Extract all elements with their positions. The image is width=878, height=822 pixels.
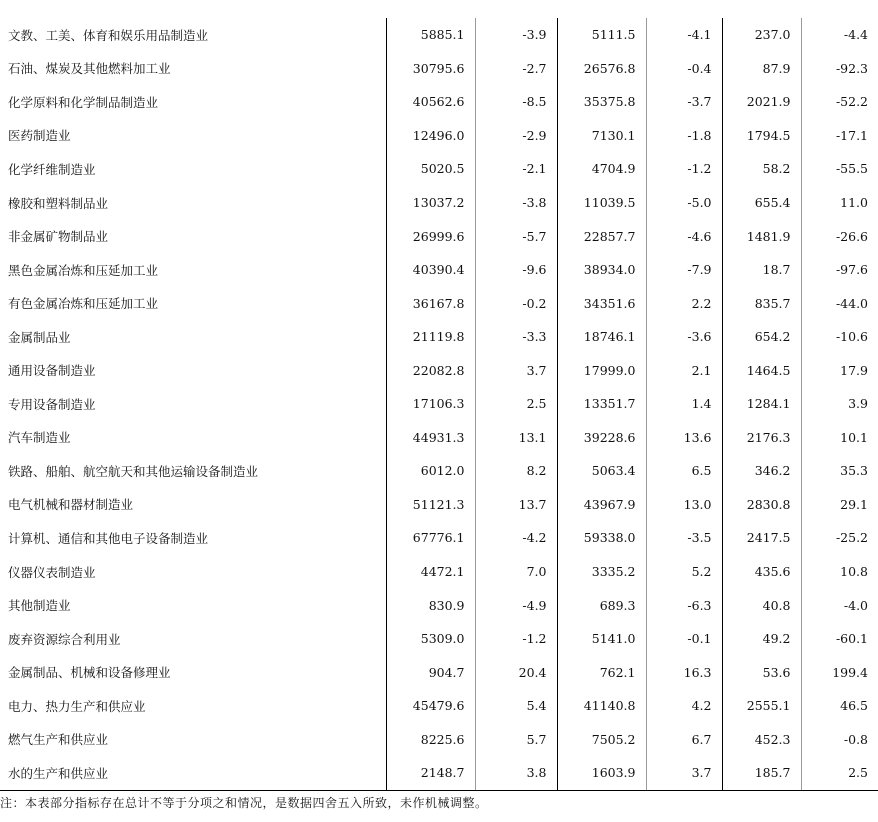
value-cell: 237.0 [722, 18, 801, 52]
value-cell: 35375.8 [557, 85, 646, 119]
table-row [0, 152, 878, 186]
industry-name-cell: 金属制品、机械和设备修理业 [8, 665, 171, 681]
industry-name-cell: 专用设备制造业 [8, 396, 96, 412]
value-cell: 44931.3 [386, 421, 475, 455]
value-cell: 17106.3 [386, 387, 475, 421]
value-cell: -3.3 [475, 320, 557, 354]
industry-name-cell: 化学原料和化学制品制造业 [8, 94, 159, 110]
value-cell: 1481.9 [722, 219, 801, 253]
value-cell: 11039.5 [557, 186, 646, 220]
value-cell: -26.6 [801, 219, 878, 253]
table-row [0, 421, 878, 455]
value-cell: 45479.6 [386, 689, 475, 723]
value-cell: 10.1 [801, 421, 878, 455]
value-cell: 18.7 [722, 253, 801, 287]
value-cell: -3.8 [475, 186, 557, 220]
industry-name-cell: 水的生产和供应业 [0, 756, 386, 790]
value-cell: 87.9 [722, 52, 801, 86]
value-cell: -4.4 [801, 18, 878, 52]
value-cell: -44.0 [801, 286, 878, 320]
industry-name-cell: 通用设备制造业 [8, 363, 96, 379]
value-cell: 7505.2 [557, 722, 646, 756]
table-row [0, 219, 878, 253]
value-cell: 5020.5 [386, 152, 475, 186]
value-cell: 835.7 [722, 286, 801, 320]
industry-name-cell: 仪器仪表制造业 [8, 564, 96, 580]
value-cell: 39228.6 [557, 421, 646, 455]
table-row [0, 320, 878, 354]
value-cell: -3.9 [475, 18, 557, 52]
table-row [0, 722, 878, 756]
table-row [0, 588, 878, 622]
value-cell: 26999.6 [386, 219, 475, 253]
table-row [0, 756, 878, 790]
value-cell: 435.6 [722, 555, 801, 589]
value-cell: 2.1 [646, 353, 722, 387]
value-cell: 199.4 [801, 655, 878, 689]
value-cell: -55.5 [801, 152, 878, 186]
value-cell: 13.1 [475, 421, 557, 455]
value-cell: -0.1 [646, 622, 722, 656]
value-cell: 3.7 [646, 756, 722, 790]
value-cell: 2830.8 [722, 488, 801, 522]
value-cell: 4704.9 [557, 152, 646, 186]
value-cell: 40562.6 [386, 85, 475, 119]
value-cell: 13.6 [646, 421, 722, 455]
value-cell: 5.4 [475, 689, 557, 723]
value-cell: -7.9 [646, 253, 722, 287]
value-cell: 4.2 [646, 689, 722, 723]
table-row [0, 253, 878, 287]
value-cell: -2.1 [475, 152, 557, 186]
value-cell: 2176.3 [722, 421, 801, 455]
value-cell: 22082.8 [386, 353, 475, 387]
value-cell: 1284.1 [722, 387, 801, 421]
value-cell: -8.5 [475, 85, 557, 119]
industry-name-cell: 废弃资源综合利用业 [8, 631, 121, 647]
value-cell: 29.1 [801, 488, 878, 522]
value-cell: -6.3 [646, 588, 722, 622]
value-cell: 11.0 [801, 186, 878, 220]
value-cell: 49.2 [722, 622, 801, 656]
value-cell: 17.9 [801, 353, 878, 387]
industry-name-cell: 橡胶和塑料制品业 [8, 195, 109, 211]
value-cell: 51121.3 [386, 488, 475, 522]
value-cell: 689.3 [557, 588, 646, 622]
value-cell: -4.6 [646, 219, 722, 253]
value-cell: 67776.1 [386, 521, 475, 555]
industry-name-cell: 电气机械和器材制造业 [8, 497, 134, 513]
value-cell: -92.3 [801, 52, 878, 86]
value-cell: 1794.5 [722, 119, 801, 153]
value-cell: 13.7 [475, 488, 557, 522]
industry-name-cell: 非金属矿物制品业 [8, 229, 109, 245]
value-cell: -52.2 [801, 85, 878, 119]
industry-name-cell: 黑色金属冶炼和压延加工业 [8, 262, 159, 278]
value-cell: -0.4 [646, 52, 722, 86]
table-row [0, 454, 878, 488]
value-cell: 904.7 [386, 655, 475, 689]
industry-name-cell: 文教、工美、体育和娱乐用品制造业 [8, 27, 209, 43]
value-cell: 46.5 [801, 689, 878, 723]
value-cell: 3.7 [475, 353, 557, 387]
value-cell: 5111.5 [557, 18, 646, 52]
value-cell: -2.9 [475, 119, 557, 153]
table-row [0, 18, 878, 52]
table-row [0, 353, 878, 387]
industry-name-cell: 医药制造业 [8, 128, 71, 144]
value-cell: -1.8 [646, 119, 722, 153]
value-cell: 3.9 [801, 387, 878, 421]
value-cell: -2.7 [475, 52, 557, 86]
value-cell: 22857.7 [557, 219, 646, 253]
value-cell: 762.1 [557, 655, 646, 689]
value-cell: 40.8 [722, 588, 801, 622]
table-row [0, 555, 878, 589]
value-cell: 41140.8 [557, 689, 646, 723]
value-cell: 5309.0 [386, 622, 475, 656]
table-row [0, 521, 878, 555]
industry-name-cell: 有色金属冶炼和压延加工业 [8, 296, 159, 312]
value-cell: 36167.8 [386, 286, 475, 320]
value-cell: -5.7 [475, 219, 557, 253]
table-row [0, 488, 878, 522]
value-cell: 7.0 [475, 555, 557, 589]
value-cell: 35.3 [801, 454, 878, 488]
value-cell: -5.0 [646, 186, 722, 220]
value-cell: 185.7 [722, 756, 801, 790]
value-cell: 2417.5 [722, 521, 801, 555]
table-body [0, 18, 878, 790]
value-cell: 20.4 [475, 655, 557, 689]
value-cell: 6.7 [646, 722, 722, 756]
value-cell: 654.2 [722, 320, 801, 354]
value-cell: 13351.7 [557, 387, 646, 421]
value-cell: -17.1 [801, 119, 878, 153]
value-cell: -25.2 [801, 521, 878, 555]
value-cell: 26576.8 [557, 52, 646, 86]
value-cell: 5141.0 [557, 622, 646, 656]
value-cell: -1.2 [646, 152, 722, 186]
value-cell: 8225.6 [386, 722, 475, 756]
value-cell: 13.0 [646, 488, 722, 522]
value-cell: 21119.8 [386, 320, 475, 354]
value-cell: 5063.4 [557, 454, 646, 488]
value-cell: 2021.9 [722, 85, 801, 119]
value-cell: -0.2 [475, 286, 557, 320]
value-cell: -9.6 [475, 253, 557, 287]
value-cell: -1.2 [475, 622, 557, 656]
industry-name-cell: 燃气生产和供应业 [8, 732, 109, 748]
value-cell: -3.6 [646, 320, 722, 354]
value-cell: 4472.1 [386, 555, 475, 589]
value-cell: 2.2 [646, 286, 722, 320]
value-cell: 2.5 [475, 387, 557, 421]
table-row [0, 52, 878, 86]
value-cell: 5885.1 [386, 18, 475, 52]
value-cell: 13037.2 [386, 186, 475, 220]
table-row [0, 85, 878, 119]
value-cell: 2.5 [801, 756, 878, 790]
value-cell: 346.2 [722, 454, 801, 488]
value-cell: 3.8 [475, 756, 557, 790]
value-cell: -4.1 [646, 18, 722, 52]
value-cell: -4.2 [475, 521, 557, 555]
value-cell: -0.8 [801, 722, 878, 756]
value-cell: 5.7 [475, 722, 557, 756]
value-cell: 6.5 [646, 454, 722, 488]
value-cell: -4.0 [801, 588, 878, 622]
table-row [0, 119, 878, 153]
value-cell: 8.2 [475, 454, 557, 488]
industry-name-cell: 金属制品业 [8, 329, 71, 345]
table-row [0, 622, 878, 656]
value-cell: -3.7 [646, 85, 722, 119]
industry-name-cell: 石油、煤炭及其他燃料加工业 [8, 61, 171, 77]
value-cell: 6012.0 [386, 454, 475, 488]
industry-name-cell: 化学纤维制造业 [8, 161, 96, 177]
value-cell: -4.9 [475, 588, 557, 622]
value-cell: 30795.6 [386, 52, 475, 86]
value-cell: 830.9 [386, 588, 475, 622]
value-cell: 16.3 [646, 655, 722, 689]
value-cell: 655.4 [722, 186, 801, 220]
industry-name-cell: 计算机、通信和其他电子设备制造业 [8, 530, 209, 546]
industry-name-cell: 汽车制造业 [8, 430, 71, 446]
value-cell: 5.2 [646, 555, 722, 589]
industry-name-cell: 铁路、船舶、航空航天和其他运输设备制造业 [8, 463, 259, 479]
value-cell: 7130.1 [557, 119, 646, 153]
value-cell: 58.2 [722, 152, 801, 186]
value-cell: 40390.4 [386, 253, 475, 287]
value-cell: 12496.0 [386, 119, 475, 153]
value-cell: -60.1 [801, 622, 878, 656]
value-cell: 43967.9 [557, 488, 646, 522]
value-cell: 1.4 [646, 387, 722, 421]
value-cell: 34351.6 [557, 286, 646, 320]
industry-name-cell: 电力、热力生产和供应业 [8, 698, 146, 714]
value-cell: 38934.0 [557, 253, 646, 287]
table-row [0, 286, 878, 320]
table-row [0, 655, 878, 689]
table-row [0, 186, 878, 220]
value-cell: 10.8 [801, 555, 878, 589]
value-cell: 2555.1 [722, 689, 801, 723]
value-cell: 452.3 [722, 722, 801, 756]
value-cell: 59338.0 [557, 521, 646, 555]
value-cell: 2148.7 [386, 756, 475, 790]
value-cell: -97.6 [801, 253, 878, 287]
table-row [0, 689, 878, 723]
industry-statistics-table [0, 18, 878, 791]
value-cell: 1464.5 [722, 353, 801, 387]
value-cell: 53.6 [722, 655, 801, 689]
table-footnote: 注：本表部分指标存在总计不等于分项之和情况，是数据四舍五入所致，未作机械调整。 [0, 796, 488, 810]
table-row [0, 387, 878, 421]
value-cell: -3.5 [646, 521, 722, 555]
value-cell: -10.6 [801, 320, 878, 354]
industry-name-cell: 其他制造业 [8, 598, 71, 614]
value-cell: 17999.0 [557, 353, 646, 387]
statistics-table-container [0, 18, 878, 791]
value-cell: 18746.1 [557, 320, 646, 354]
value-cell: 1603.9 [557, 756, 646, 790]
value-cell: 3335.2 [557, 555, 646, 589]
